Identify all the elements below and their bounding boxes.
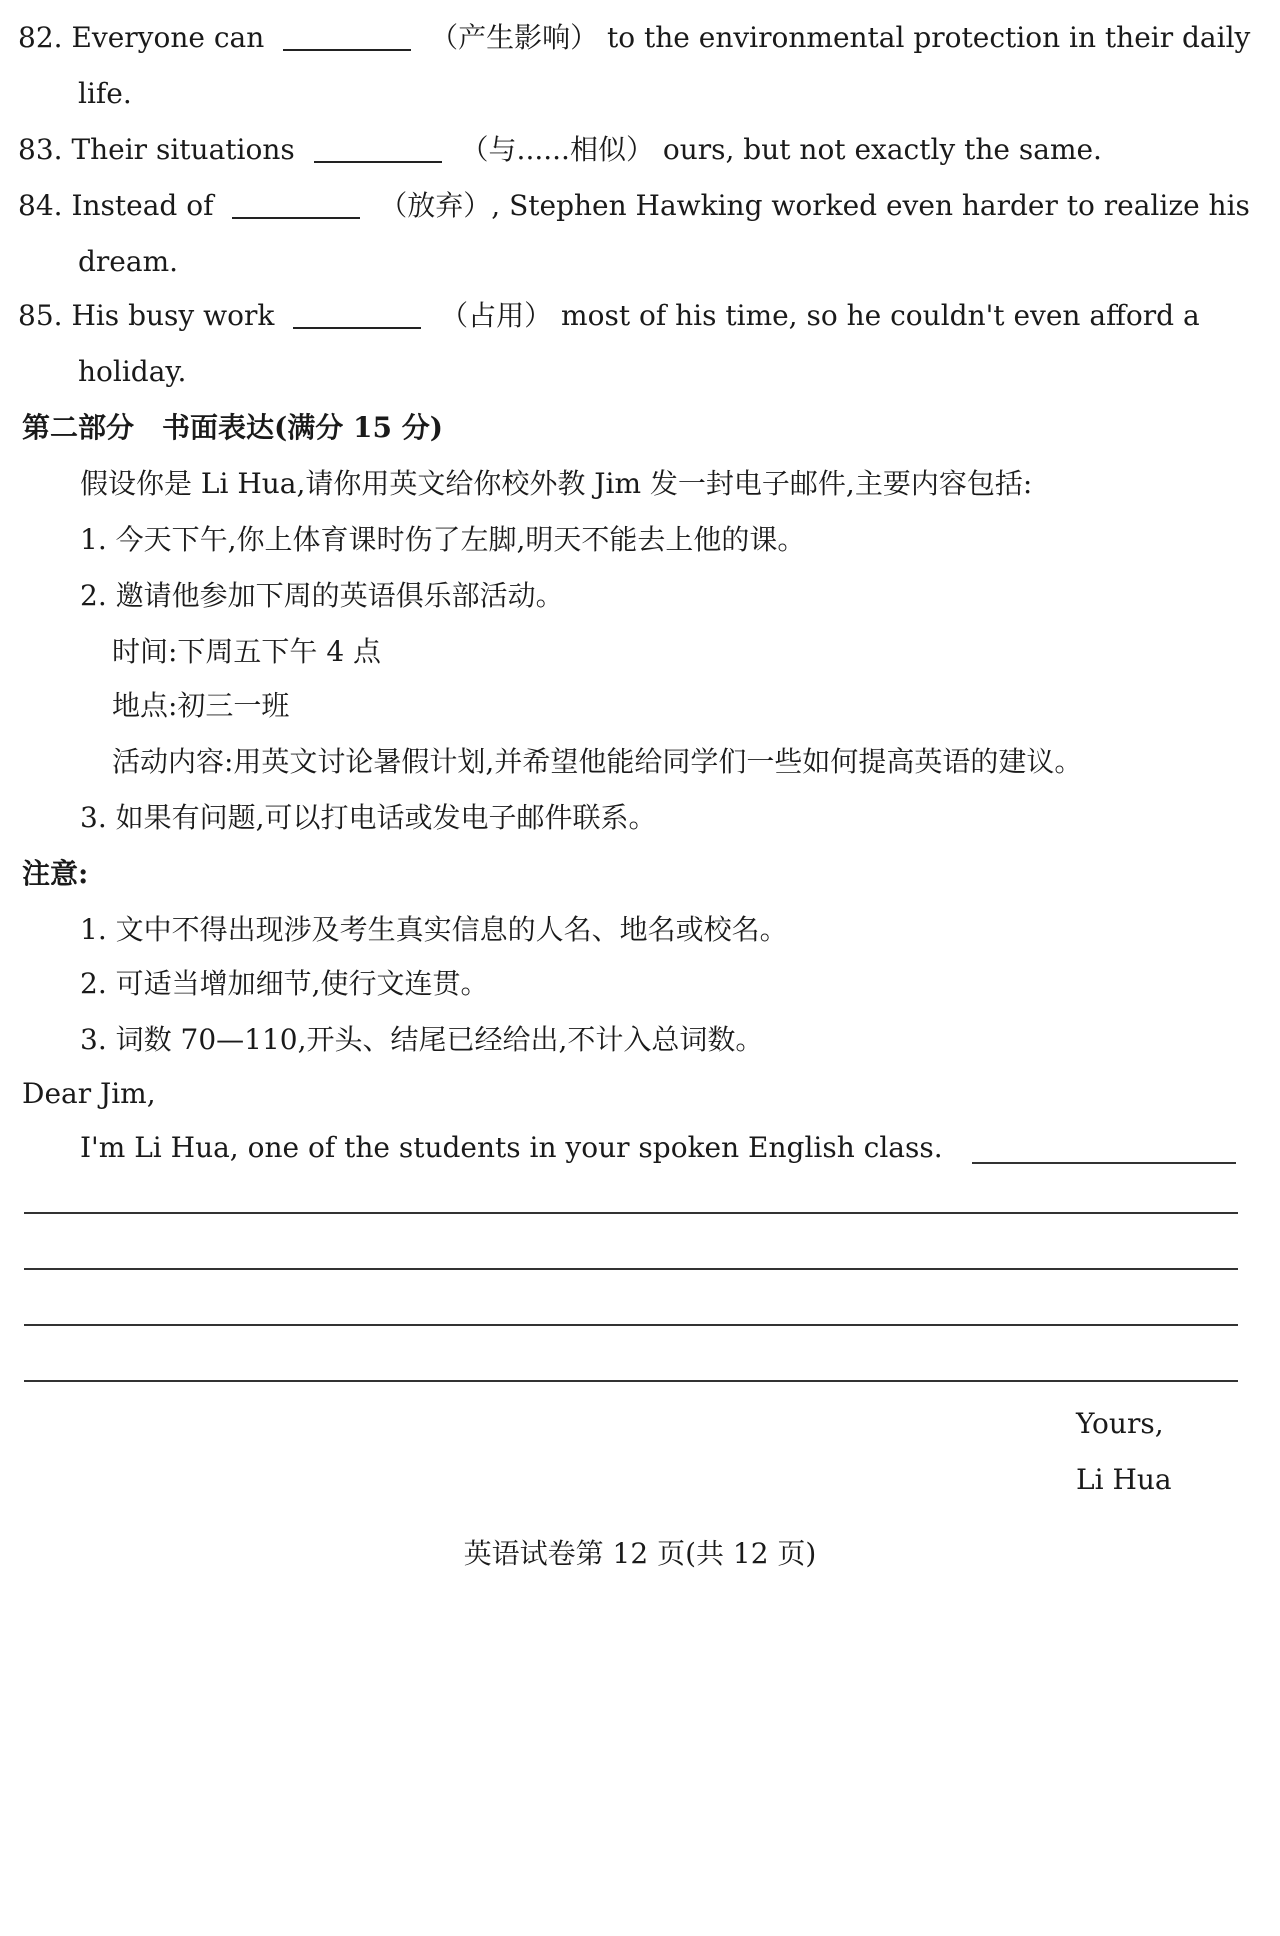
notes-title: 注意: <box>22 857 89 890</box>
letter-signature: Li Hua <box>1076 1463 1172 1496</box>
task-place: 地点:初三一班 <box>112 689 290 722</box>
question-82: 82. Everyone can （产生影响） to the environmental protection in their daily <box>18 21 1251 54</box>
note-2: 2. 可适当增加细节,使行文连贯。 <box>80 967 489 1000</box>
task-item-2: 2. 邀请他参加下周的英语俱乐部活动。 <box>80 579 564 612</box>
answer-blank[interactable] <box>293 326 421 329</box>
task-item-1: 1. 今天下午,你上体育课时伤了左脚,明天不能去上他的课。 <box>80 523 806 556</box>
question-84: 84. Instead of （放弃）, Stephen Hawking worked even harder to realize his <box>18 189 1250 222</box>
writing-line[interactable] <box>24 1380 1238 1382</box>
writing-line[interactable] <box>24 1212 1238 1214</box>
letter-opening: I'm Li Hua, one of the students in your spoken English class. <box>80 1131 943 1164</box>
writing-line[interactable] <box>972 1162 1236 1164</box>
question-85-continued: holiday. <box>78 355 187 388</box>
task-time: 时间:下周五下午 4 点 <box>112 635 382 668</box>
writing-line[interactable] <box>24 1268 1238 1270</box>
question-84-continued: dream. <box>78 245 179 278</box>
answer-blank[interactable] <box>314 160 442 163</box>
task-item-3: 3. 如果有问题,可以打电话或发电子邮件联系。 <box>80 801 657 834</box>
question-85: 85. His busy work （占用） most of his time, so he couldn't even afford a <box>18 299 1200 332</box>
letter-greeting: Dear Jim, <box>22 1077 156 1110</box>
task-intro: 假设你是 Li Hua,请你用英文给你校外教 Jim 发一封电子邮件,主要内容包括: <box>80 467 1033 500</box>
question-83: 83. Their situations （与......相似） ours, but not exactly the same. <box>18 133 1102 166</box>
letter-closing: Yours, <box>1076 1407 1164 1440</box>
note-3: 3. 词数 70—110,开头、结尾已经给出,不计入总词数。 <box>80 1023 764 1056</box>
answer-blank[interactable] <box>283 48 411 51</box>
page-footer: 英语试卷第 12 页(共 12 页) <box>463 1537 817 1570</box>
note-1: 1. 文中不得出现涉及考生真实信息的人名、地名或校名。 <box>80 913 788 946</box>
section-title: 第二部分 书面表达(满分 15 分) <box>22 411 443 444</box>
answer-blank[interactable] <box>232 216 360 219</box>
question-82-continued: life. <box>78 77 132 110</box>
task-content: 活动内容:用英文讨论暑假计划,并希望他能给同学们一些如何提高英语的建议。 <box>112 745 1083 778</box>
writing-line[interactable] <box>24 1324 1238 1326</box>
